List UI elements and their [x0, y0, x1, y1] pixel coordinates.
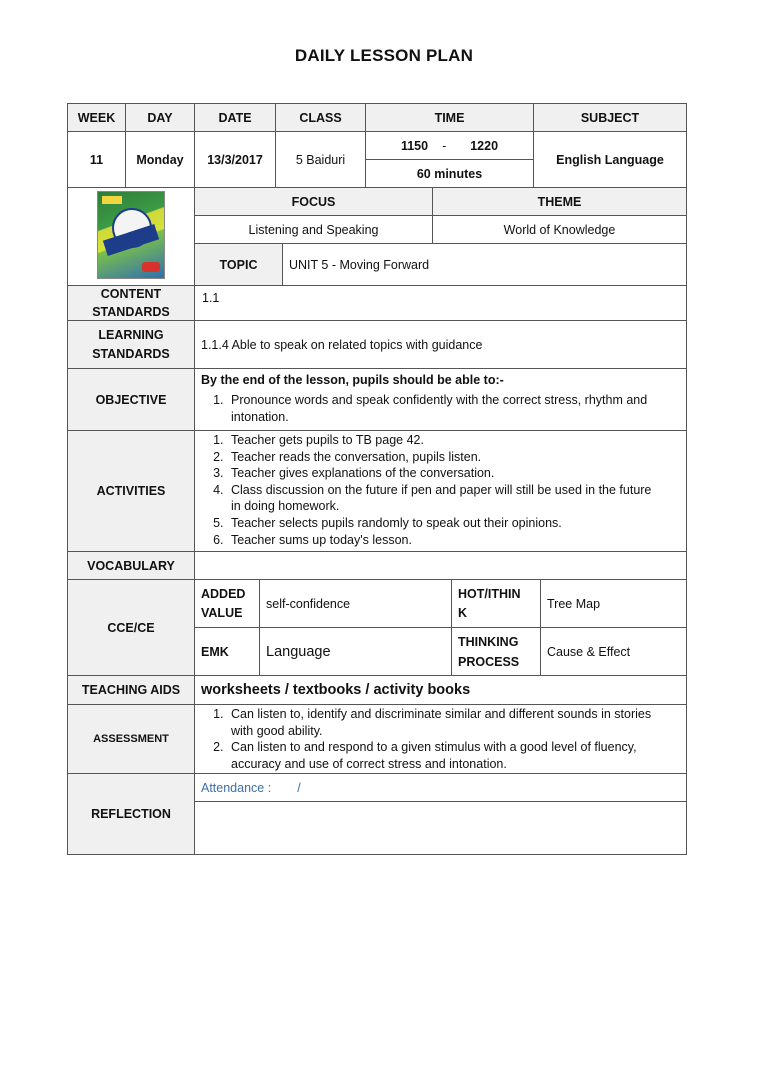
- day-header: DAY: [125, 103, 195, 132]
- emk-value: Language: [259, 627, 452, 676]
- theme-value: World of Knowledge: [432, 215, 687, 244]
- week-header: WEEK: [67, 103, 126, 132]
- assessment-item: 1. Can listen to, identify and discriminate similar and different sounds in stories with good ability.: [227, 706, 672, 739]
- subject-value: English Language: [533, 131, 687, 188]
- added-value-label-line1: ADDED: [201, 587, 246, 601]
- activity-item: 6. Teacher sums up today's lesson.: [227, 532, 656, 549]
- date-header: DATE: [194, 103, 276, 132]
- objective-label: OBJECTIVE: [67, 368, 195, 431]
- focus-header: FOCUS: [194, 187, 433, 216]
- content-standards-label-line1: CONTENT: [100, 287, 162, 301]
- class-value: 5 Baiduri: [275, 131, 366, 188]
- activity-item: 4. Class discussion on the future if pen and paper will still be used in the future in doing homework.: [227, 482, 656, 515]
- page-title: DAILY LESSON PLAN: [294, 46, 474, 65]
- time-range: [365, 131, 534, 160]
- teaching-aids-value: worksheets / textbooks / activity books: [194, 675, 687, 705]
- time-header: TIME: [365, 103, 534, 132]
- attendance-label: Attendance :: [201, 780, 272, 795]
- objective-intro: By the end of the lesson, pupils should be able to:-: [201, 373, 504, 387]
- learning-standards-label-line2: STANDARDS: [92, 346, 170, 361]
- attendance-separator: /: [297, 780, 301, 795]
- reflection-label: REFLECTION: [67, 773, 195, 855]
- added-value-label: [194, 579, 260, 628]
- vocabulary-value: [194, 551, 687, 580]
- hot-think-label: [451, 579, 541, 628]
- class-header: CLASS: [275, 103, 366, 132]
- focus-value: Listening and Speaking: [194, 215, 433, 244]
- teaching-aids-label: TEACHING AIDS: [67, 675, 195, 705]
- reflection-notes: [194, 801, 687, 855]
- book-cover-image: [97, 191, 165, 279]
- activity-item: 3. Teacher gives explanations of the conversation.: [227, 465, 656, 482]
- learning-standards-label: [67, 320, 195, 369]
- thinking-process-label-line1: THINKING: [458, 635, 519, 649]
- content-standards-label-line2: STANDARDS: [92, 305, 170, 319]
- time-separator: -: [442, 138, 447, 153]
- topic-label: TOPIC: [194, 243, 283, 286]
- duration-value: 60 minutes: [365, 159, 534, 188]
- assessment-label: ASSESSMENT: [67, 704, 195, 774]
- subject-header: SUBJECT: [533, 103, 687, 132]
- activity-item: 2. Teacher reads the conversation, pupils listen.: [227, 449, 656, 466]
- learning-standards-label-line1: LEARNING: [98, 327, 164, 342]
- content-standards-value: 1.1: [194, 285, 687, 321]
- thinking-process-label-line2: PROCESS: [458, 655, 520, 669]
- thinking-process-value: Cause & Effect: [540, 627, 687, 676]
- hot-think-value: Tree Map: [540, 579, 687, 628]
- assessment-content: [194, 704, 687, 774]
- activities-label: ACTIVITIES: [67, 430, 195, 552]
- attendance-row: [194, 773, 687, 802]
- date-value: 13/3/2017: [194, 131, 276, 188]
- hot-think-label-line2: K: [458, 606, 468, 620]
- cce-label: CCE/CE: [67, 579, 195, 676]
- topic-value: UNIT 5 - Moving Forward: [282, 243, 687, 286]
- time-start: 1150: [400, 138, 429, 153]
- theme-header: THEME: [432, 187, 687, 216]
- vocabulary-label: VOCABULARY: [67, 551, 195, 580]
- activities-content: [194, 430, 687, 552]
- time-end: 1220: [470, 138, 499, 153]
- hot-think-label-line1: HOT/ITHIN: [458, 587, 521, 601]
- emk-label: EMK: [194, 627, 260, 676]
- added-value: self-confidence: [259, 579, 452, 628]
- learning-standards-value: 1.1.4 Able to speak on related topics with guidance: [194, 320, 687, 369]
- objective-content: [194, 368, 687, 431]
- added-value-label-line2: VALUE: [201, 606, 243, 620]
- objective-item: 1. Pronounce words and speak confidently with the correct stress, rhythm and intonation.: [227, 392, 678, 425]
- activity-item: 5. Teacher selects pupils randomly to speak out their opinions.: [227, 515, 656, 532]
- content-standards-label: [67, 285, 195, 321]
- activity-item: 1. Teacher gets pupils to TB page 42.: [227, 432, 656, 449]
- thinking-process-label: [451, 627, 541, 676]
- assessment-item: 2. Can listen to and respond to a given stimulus with a good level of fluency, accuracy and use of correct stress and intonation.: [227, 739, 672, 772]
- day-value: Monday: [125, 131, 195, 188]
- week-value: 11: [67, 131, 126, 188]
